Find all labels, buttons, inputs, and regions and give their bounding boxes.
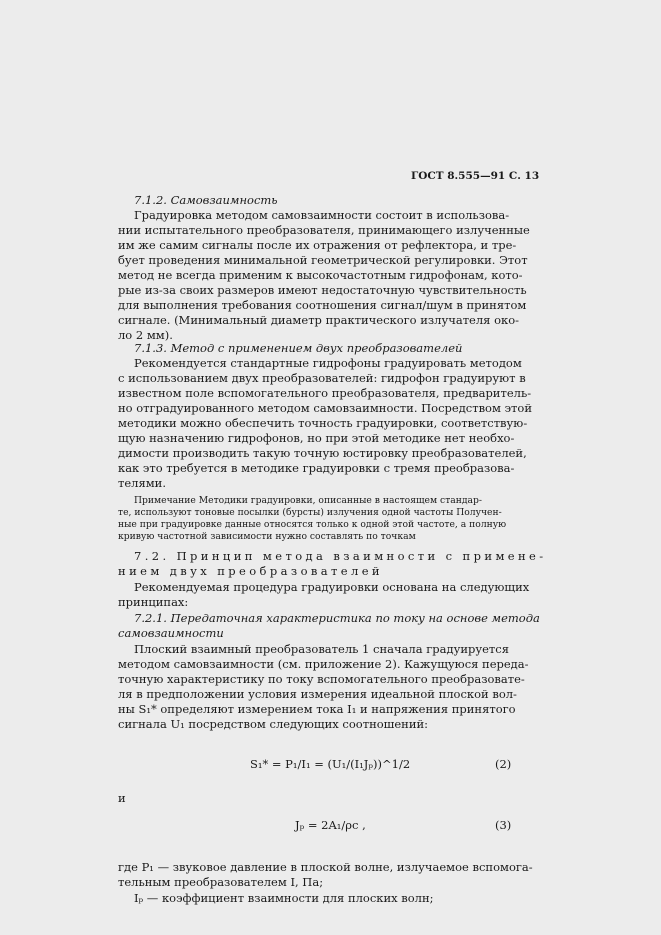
paragraph-line: Градуировка методом самовзаимности состоит в использова- <box>134 208 510 222</box>
paragraph-line: но отградуированного методом самовзаимности. Посредством этой <box>118 401 532 415</box>
paragraph-line: димости производить такую точную юстировку преобразователей, <box>118 446 527 460</box>
paragraph-line: телями. <box>118 476 166 490</box>
paragraph-line: точную характеристику по току вспомогательного преобразовате- <box>118 672 525 686</box>
paragraph-line: рые из-за своих размеров имеют недостаточную чувствительность <box>118 283 527 297</box>
section-title: 7.2.1. Передаточная характеристика по току на основе метода <box>134 611 540 625</box>
paragraph-line: сигнале. (Минимальный диаметр практического излучателя око- <box>118 313 520 327</box>
equation-3: Jₚ = 2A₁/ρc , <box>295 818 366 832</box>
paragraph-line: принципах: <box>118 595 189 609</box>
equation-2: S₁* = P₁/I₁ = (U₁/(I₁Jₚ))^1/2 <box>250 757 411 771</box>
definition-line: Iₚ — коэффициент взаимности для плоских волн; <box>134 891 434 905</box>
paragraph-line: для выполнения требования соотношения сигнал/шум в принятом <box>118 298 527 312</box>
paragraph-line: ля в предположении условия измерения идеальной плоской вол- <box>118 687 517 701</box>
section-title: нием двух преобразователей <box>118 564 383 578</box>
equation-number: (3) <box>495 818 512 832</box>
paragraph-line: методом самовзаимности (см. приложение 2). Кажущуюся переда- <box>118 657 529 671</box>
paragraph-line: сигнала U₁ посредством следующих соотношений: <box>118 717 429 731</box>
conjunction: и <box>118 791 126 805</box>
paragraph-line: ны S₁* определяют измерением тока I₁ и напряжения принятого <box>118 702 516 716</box>
section-title: самовзаимности <box>118 626 224 640</box>
paragraph-line: Рекомендуется стандартные гидрофоны градуировать методом <box>134 356 522 370</box>
paragraph-line: нии испытательного преобразователя, принимающего излученные <box>118 223 530 237</box>
note-line: те, используют тоновые посылки (бурсты) излучения одной частоты Получен- <box>118 507 502 518</box>
note-line: Примечание Методики градуировки, описанные в настоящем стандар- <box>134 495 482 506</box>
equation-number: (2) <box>495 757 512 771</box>
section-title: 7.1.3. Метод с применением двух преобразователей <box>134 341 463 355</box>
paragraph-line: ло 2 мм). <box>118 328 173 342</box>
paragraph-line: с использованием двух преобразователей: гидрофон градуируют в <box>118 371 526 385</box>
paragraph-line: им же самим сигналы после их отражения от рефлектора, и тре- <box>118 238 517 252</box>
definition-line: тельным преобразователем I, Па; <box>118 875 324 889</box>
paragraph-line: Плоский взаимный преобразователь 1 сначала градуируется <box>134 642 509 656</box>
paragraph-line: метод не всегда применим к высокочастотным гидрофонам, кото- <box>118 268 523 282</box>
paragraph-line: методики можно обеспечить точность градуировки, соответствую- <box>118 416 528 430</box>
section-title: 7.2. Принцип метода взаимности с примене- <box>134 549 547 563</box>
page-header: ГОСТ 8.555—91 С. 13 <box>411 170 540 182</box>
paragraph-line: бует проведения минимальной геометрической регулировки. Этот <box>118 253 528 267</box>
paragraph-line: Рекомендуемая процедура градуировки основана на следующих <box>134 580 530 594</box>
paragraph-line: известном поле вспомогательного преобразователя, предваритель- <box>118 386 532 400</box>
note-line: кривую частотной зависимости нужно составлять по точкам <box>118 531 416 542</box>
paragraph-line: щую назначению гидрофонов, но при этой методике нет необхо- <box>118 431 515 445</box>
note-line: ные при градуировке данные относятся только к одной этой частоте, а полную <box>118 519 507 530</box>
section-title: 7.1.2. Самовзаимность <box>134 193 278 207</box>
definition-line: где P₁ — звуковое давление в плоской волне, излучаемое вспомога- <box>118 860 533 874</box>
paragraph-line: как это требуется в методике градуировки с тремя преобразова- <box>118 461 515 475</box>
